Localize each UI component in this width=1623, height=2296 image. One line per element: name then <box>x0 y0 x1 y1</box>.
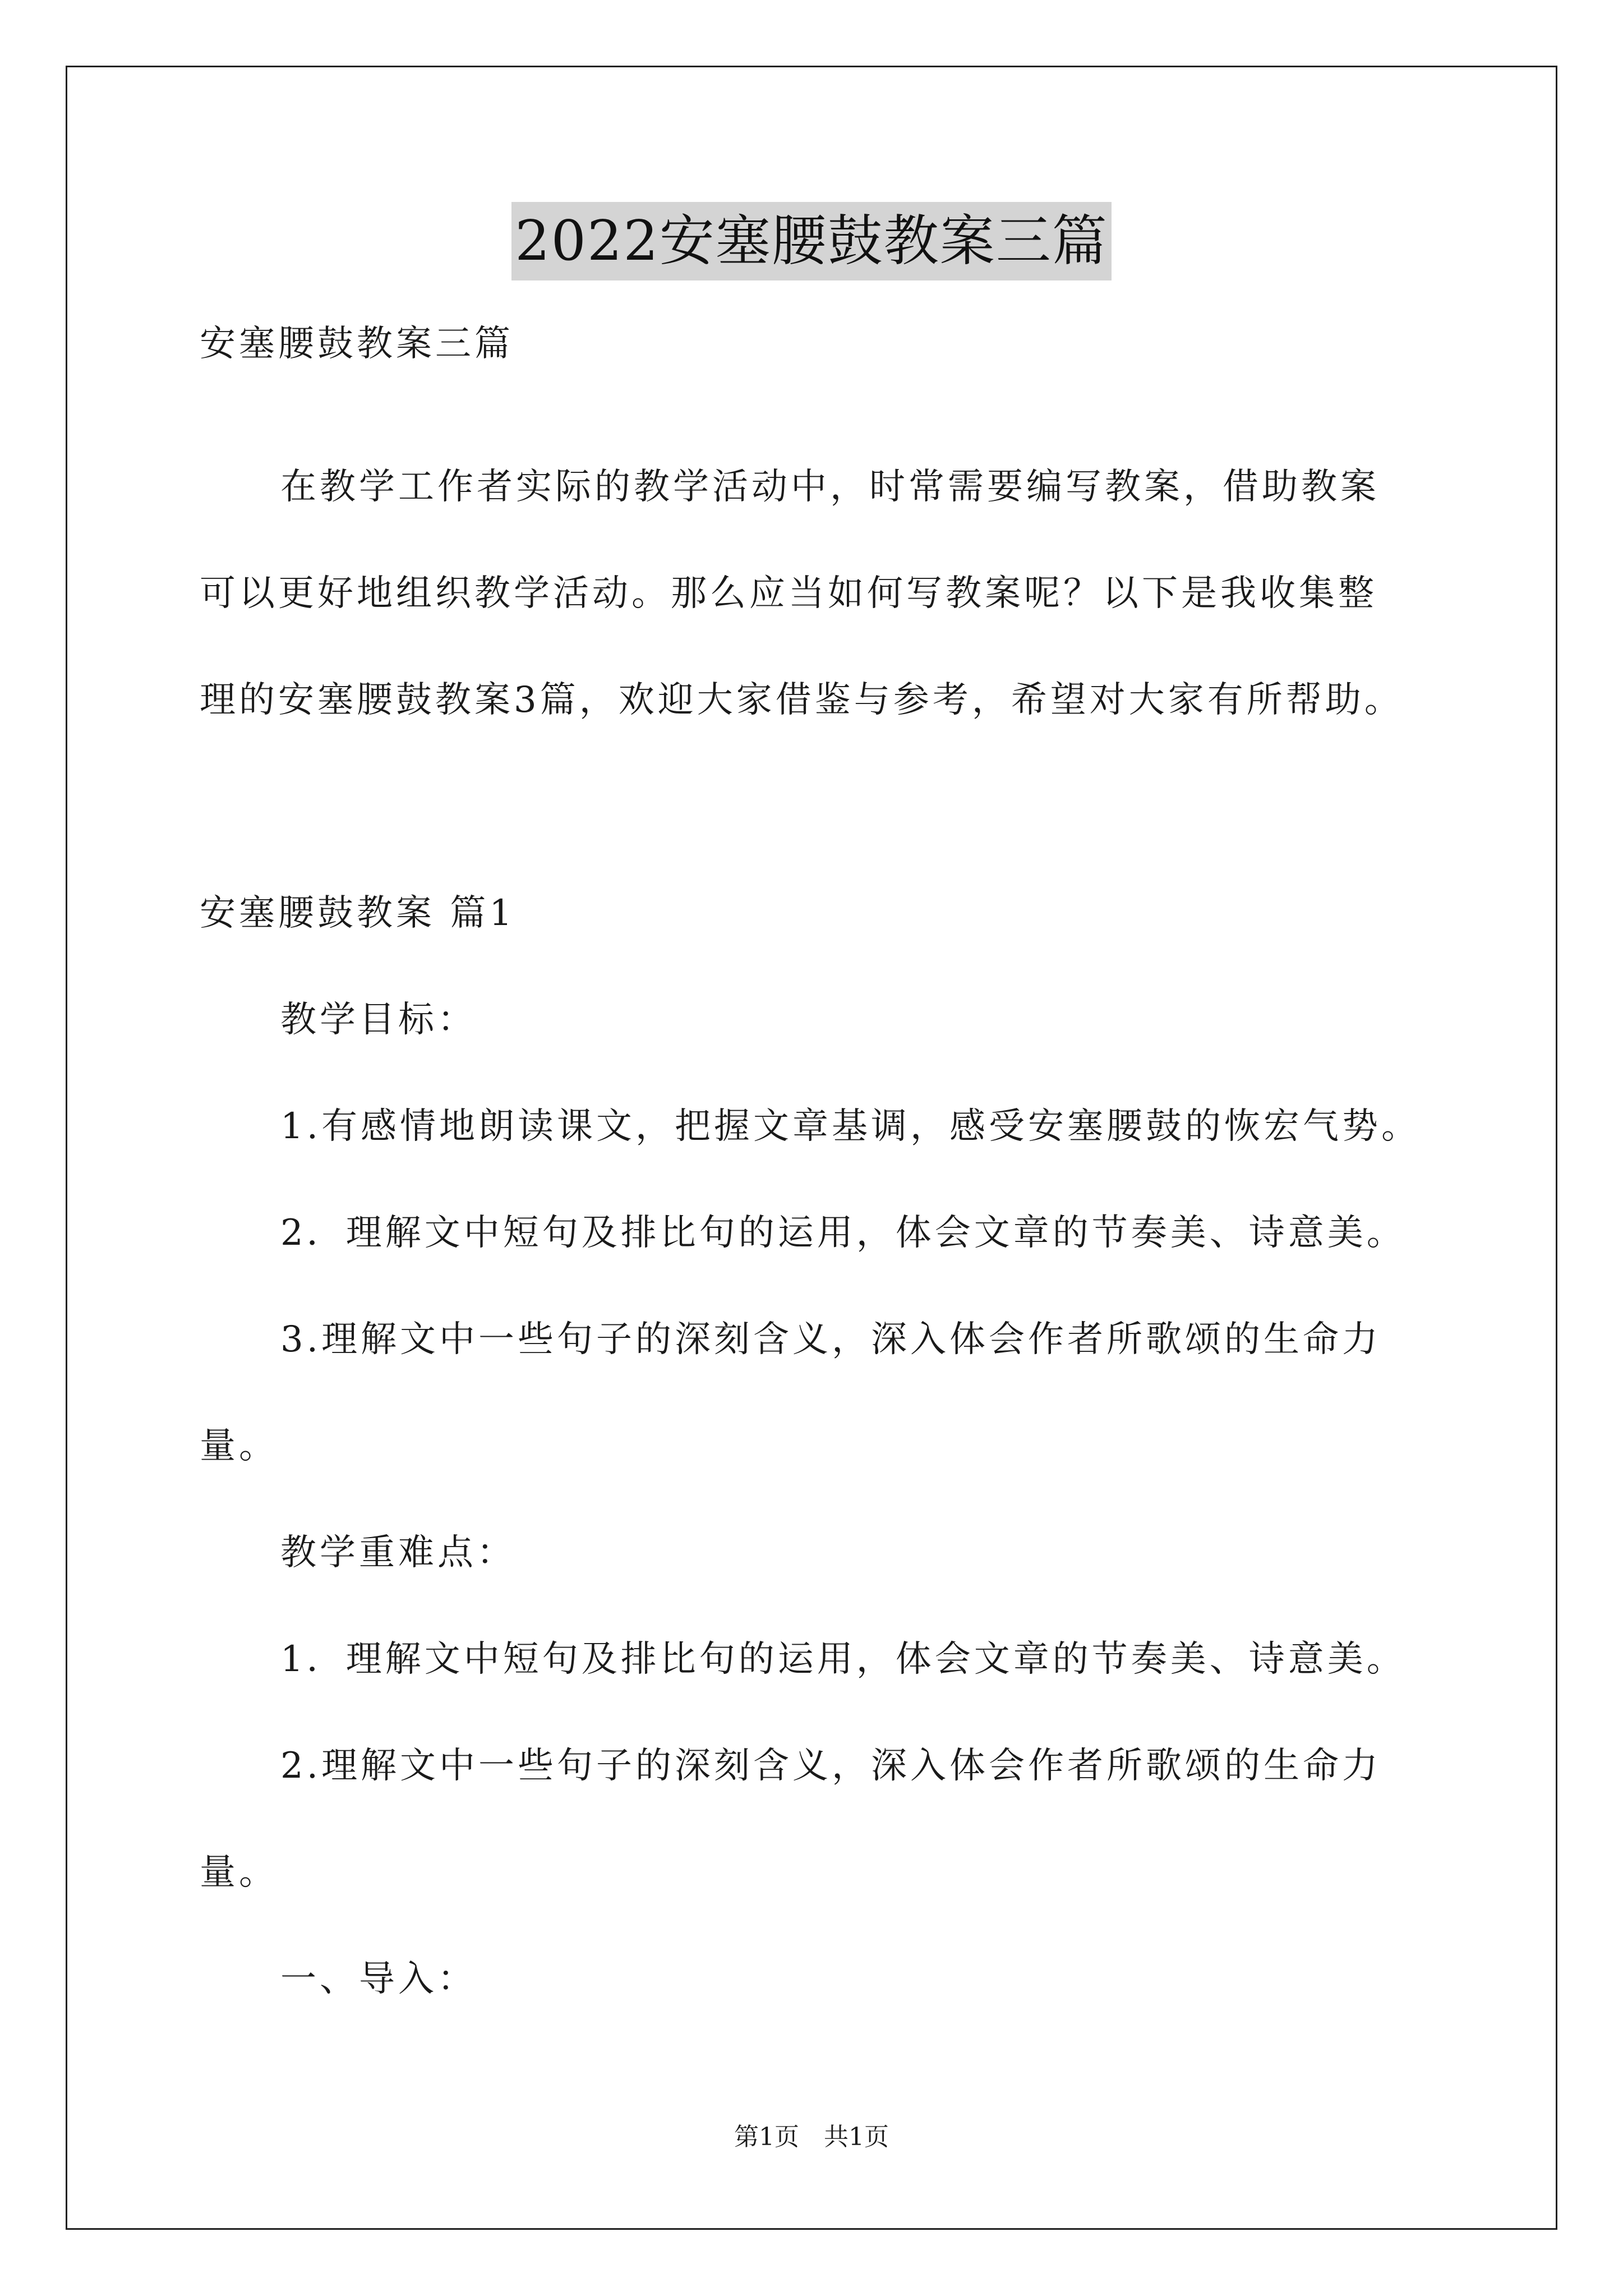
section-heading: 安塞腰鼓教案 篇1 <box>200 892 516 934</box>
key-point-item-1: 1．理解文中短句及排比句的运用，体会文章的节奏美、诗意美。 <box>280 1639 1406 1680</box>
intro-line-2: 可以更好地组织教学活动。那么应当如何写教案呢？以下是我收集整 <box>200 573 1377 614</box>
subtitle: 安塞腰鼓教案三篇 <box>200 323 514 365</box>
intro-line-3: 理的安塞腰鼓教案3篇，欢迎大家借鉴与参考，希望对大家有所帮助。 <box>200 679 1404 721</box>
key-point-item-2-continued: 量。 <box>200 1852 278 1893</box>
page-footer: 第1页 共1页 <box>734 2123 889 2151</box>
key-point-item-2: 2.理解文中一些句子的深刻含义，深入体会作者所歌颂的生命力 <box>280 1745 1382 1787</box>
goals-heading: 教学目标： <box>280 999 477 1041</box>
intro-line-1: 在教学工作者实际的教学活动中，时常需要编写教案，借助教案 <box>280 466 1380 508</box>
goal-item-2: 2．理解文中短句及排比句的运用，体会文章的节奏美、诗意美。 <box>280 1212 1406 1254</box>
title-container <box>0 202 1623 280</box>
key-points-heading: 教学重难点： <box>280 1532 516 1573</box>
goal-item-3: 3.理解文中一些句子的深刻含义，深入体会作者所歌颂的生命力 <box>280 1319 1382 1360</box>
step-heading: 一、导入： <box>280 1958 477 2000</box>
document-title: 2022安塞腰鼓教案三篇 <box>511 202 1111 280</box>
goal-item-1: 1.有感情地朗读课文，把握文章基调，感受安塞腰鼓的恢宏气势。 <box>280 1106 1421 1147</box>
goal-item-3-continued: 量。 <box>200 1425 278 1467</box>
